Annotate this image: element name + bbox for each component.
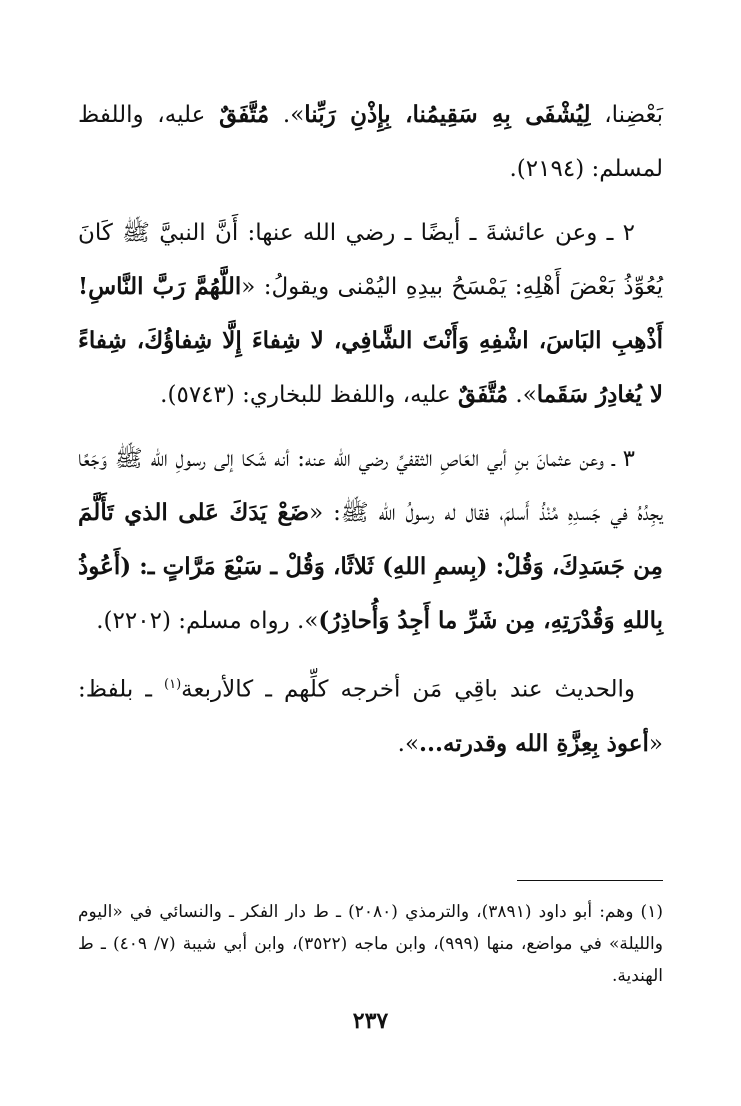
main-text <box>78 88 663 781</box>
hadith-quote: اللَّهُمَّ رَبَّ النَّاسِ! أَذْهِبِ البَاسَ، اشْفِهِ وَأَنْتَ الشَّافِي، لا شِفاءَ إِلَّا شِفاؤُكَ، شِفاءً لا يُغادِرُ سَقَما <box>78 273 663 408</box>
paragraph <box>78 658 663 771</box>
text-span: عليه، واللفظ للبخاري: (٥٧٤٣). <box>160 382 459 408</box>
paragraph <box>78 206 663 422</box>
page-number: ٢٣٧ <box>352 1008 389 1034</box>
text-span: بَعْضِنا، <box>590 102 664 128</box>
paragraph <box>78 432 663 648</box>
hadith-quote: مُتَّفَقٌ <box>219 101 270 128</box>
footnote: (١) وهم: أبو داود (٣٨٩١)، والترمذي (٢٠٨٠) ـ ط دار الفكر ـ والنسائي في «اليوم والليلة» في مواضع، منها (٩٩٩)، وابن ماجه (٣٥٢٢)، وابن أبي شيبة (٧/ ٤٠٩) ـ ط الهندية. <box>78 902 663 986</box>
paragraph <box>78 88 663 196</box>
hadith-quote: مُتَّفَقٌ <box>458 381 509 408</box>
text-span: عليه، واللفظ لمسلم: (٢١٩٤). <box>78 102 663 182</box>
text-span: ». رواه مسلم: (٢٢٠٢). <box>96 608 319 634</box>
text-span: ». <box>508 382 537 408</box>
text-span: ٣ ـ وعن عثمانَ بنِ أبي العَاصِ الثقفيِّ رضي الله عنه: أنه شَكا إلى رسولِ الله ﷺ وَجَعًا يجِدُهُ في جَسدِهِ مُنْذُ أَسلمَ، فقال له رسولُ الله ﷺ: « <box>78 446 664 526</box>
text-span: ـ بلفظ: « <box>78 676 663 757</box>
text-span: ». <box>397 730 420 757</box>
hadith-quote: لِيُشْفَى بِهِ سَقِيمُنا، بِإِذْنِ رَبِّنا <box>304 101 591 128</box>
footnotes <box>78 896 663 992</box>
hadith-quote: أعوذ بِعِزَّةِ الله وقدرته... <box>419 729 649 757</box>
text-span: والحديث عند باقِي مَن أخرجه كلِّهم ـ كالأربعة <box>181 676 635 703</box>
footnote-separator <box>517 880 663 881</box>
footnote-marker: (١) <box>164 677 182 692</box>
hadith-quote: ضَعْ يَدَكَ عَلى الذي تَأَلَّمَ مِن جَسَدِكَ، وَقُلْ: (بِسمِ اللهِ) ثَلاثًا، وَقُلْ ـ سَبْعَ مَرَّاتٍ ـ: (أَعُوذُ بِاللهِ وَقُدْرَتِهِ، مِن شَرِّ ما أَجِدُ وَأُحاذِرُ) <box>78 499 663 634</box>
text-span: ». <box>269 102 305 128</box>
text-span: ٢ ـ وعن عائشةَ ـ أيضًا ـ رضي الله عنها: أَنَّ النبيَّ ﷺ كَانَ يُعُوِّذُ بَعْضَ أَهْلِهِ: يَمْسَحُ بيدِهِ اليُمْنى ويقولُ: « <box>78 220 663 300</box>
